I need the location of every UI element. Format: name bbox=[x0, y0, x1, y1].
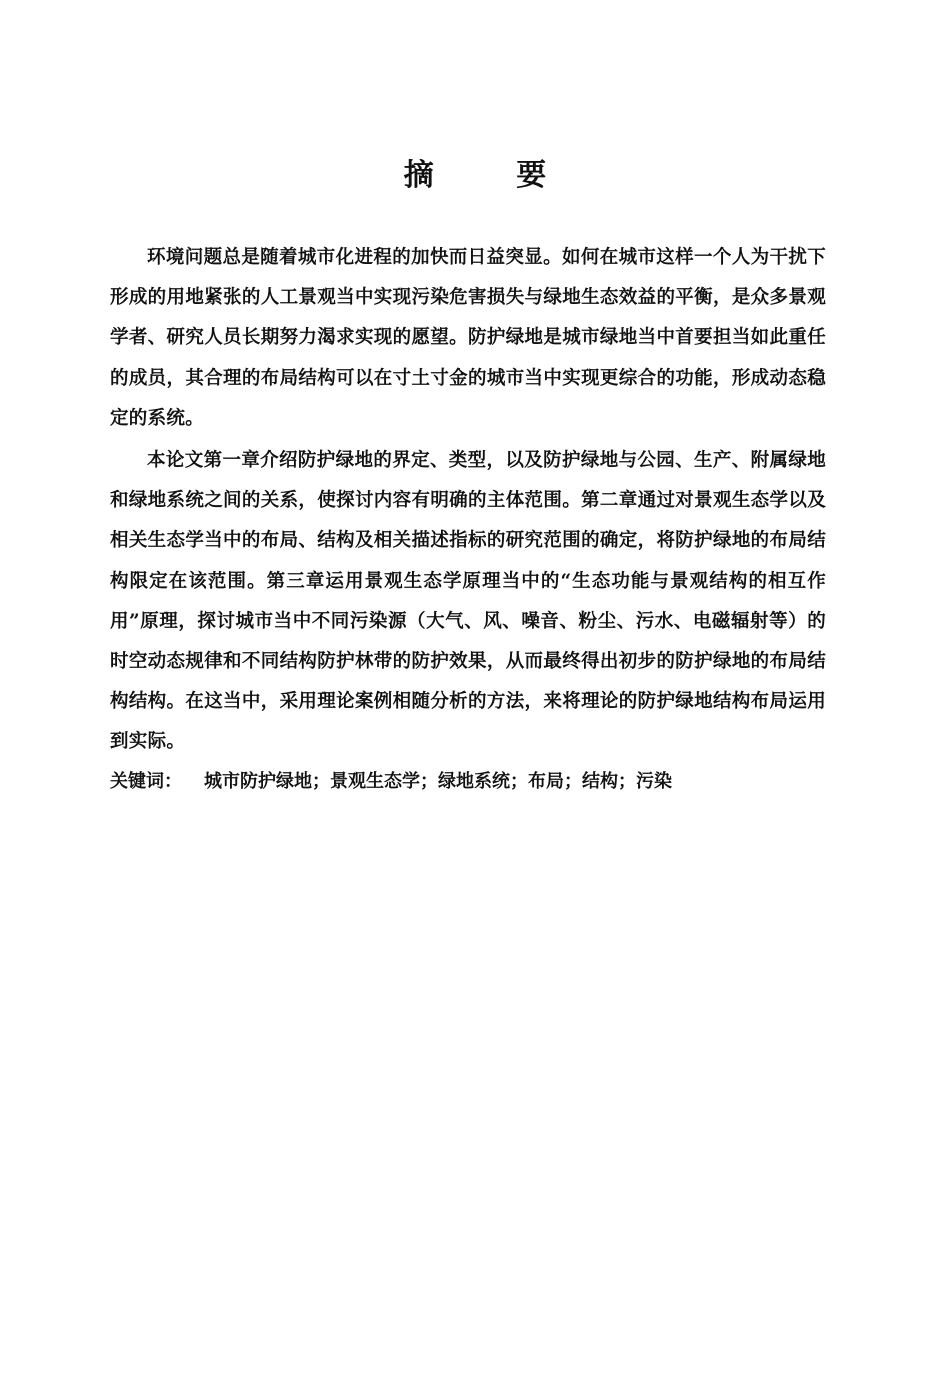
keywords-line bbox=[110, 766, 826, 798]
abstract-title: 摘 要 bbox=[403, 158, 583, 193]
abstract-paragraph-1: 环境问题总是随着城市化进程的加快而日益突显。如何在城市这样一个人为干扰下形成的用地紧张的人工景观当中实现污染危害损失与绿地生态效益的平衡，是众多景观学者、研究人员长期努力渴求实现的愿望。防护绿地是城市绿地当中首要担当如此重任的成员，其合理的布局结构可以在寸土寸金的城市当中实现更综合的功能，形成动态稳定的系统。 bbox=[110, 247, 826, 429]
abstract-paragraph-2: 本论文第一章介绍防护绿地的界定、类型，以及防护绿地与公园、生产、附属绿地和绿地系统之间的关系，使探讨内容有明确的主体范围。第二章通过对景观生态学以及相关生态学当中的布局、结构及相关描述指标的研究范围的确定，将防护绿地的布局结构限定在该范围。第三章运用景观生态学原理当中的“生态功能与景观结构的相互作用”原理，探讨城市当中不同污染源（大气、风、噪音、粉尘、污水、电磁辐射等）的时空动态规律和不同结构防护林带的防护效果，从而最终得出初步的防护绿地的布局结构结构。在这当中，采用理论案例相随分析的方法，来将理论的防护绿地结构布局运用到实际。 bbox=[110, 450, 826, 753]
abstract-body bbox=[110, 238, 826, 763]
keywords-list: 城市防护绿地；景观生态学；绿地系统；布局；结构；污染 bbox=[204, 771, 672, 792]
keywords-label: 关键词： bbox=[110, 771, 182, 792]
